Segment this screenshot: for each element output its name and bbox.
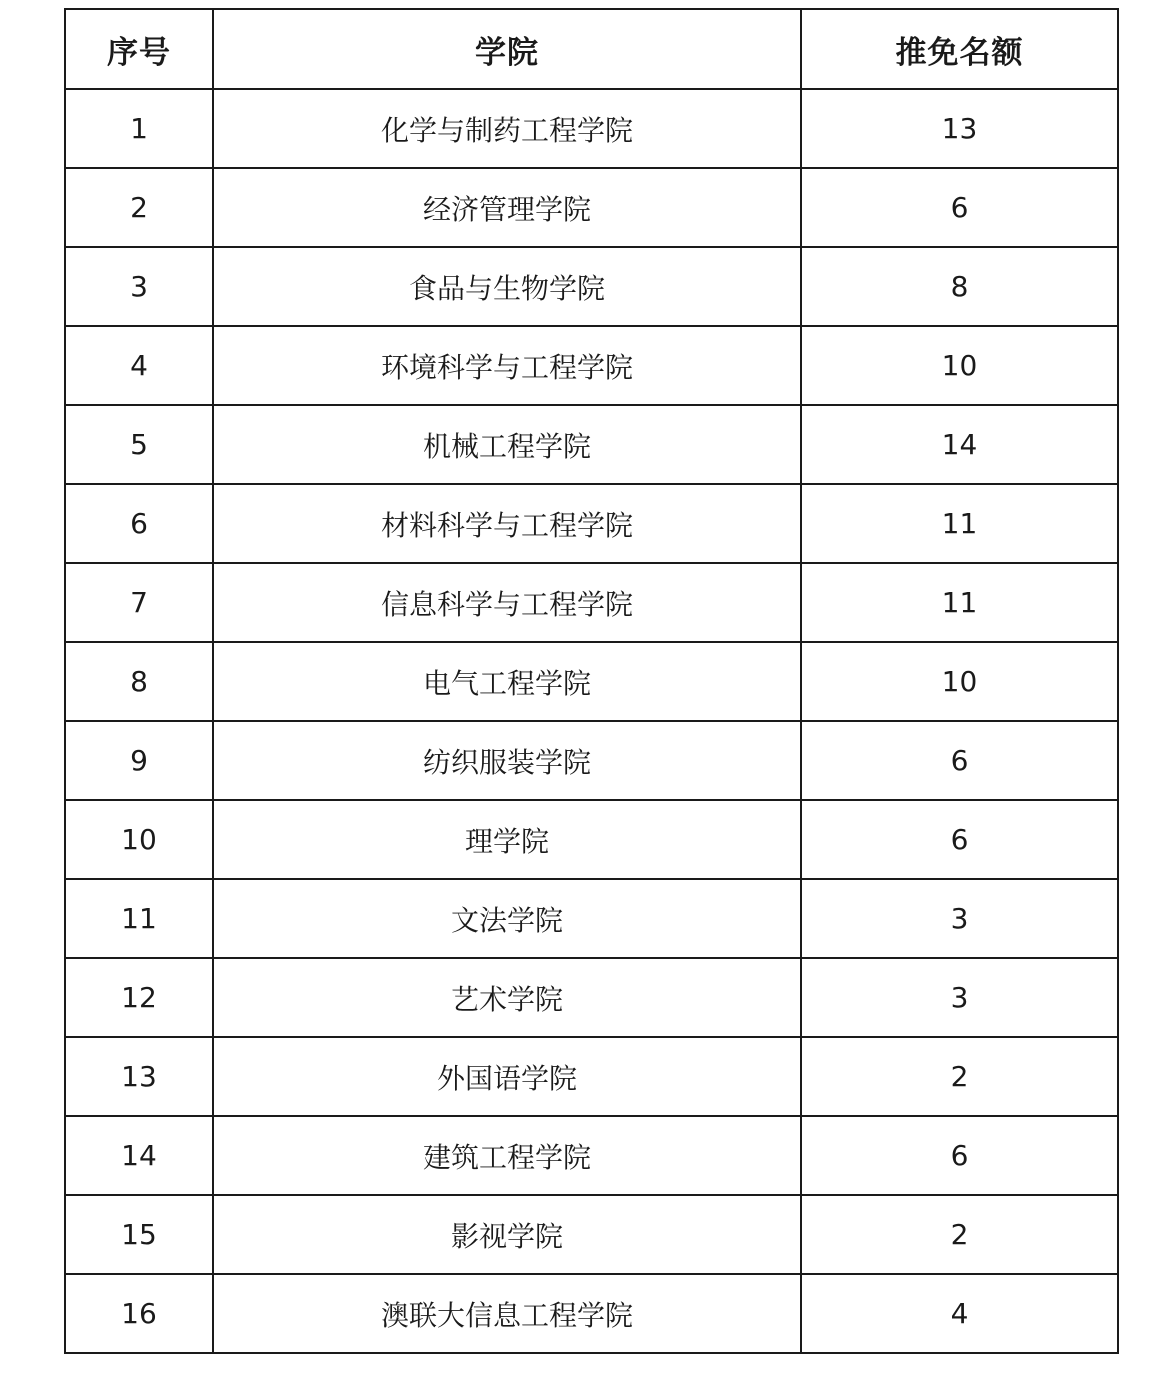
cell-no: 9 — [65, 721, 213, 800]
cell-college: 电气工程学院 — [213, 642, 801, 721]
cell-college: 材料科学与工程学院 — [213, 484, 801, 563]
cell-no: 7 — [65, 563, 213, 642]
cell-quota: 8 — [801, 247, 1118, 326]
cell-no: 5 — [65, 405, 213, 484]
cell-quota: 2 — [801, 1037, 1118, 1116]
cell-college: 理学院 — [213, 800, 801, 879]
cell-quota: 11 — [801, 563, 1118, 642]
cell-quota: 6 — [801, 721, 1118, 800]
cell-college: 艺术学院 — [213, 958, 801, 1037]
cell-college: 环境科学与工程学院 — [213, 326, 801, 405]
cell-no: 10 — [65, 800, 213, 879]
table-row — [65, 563, 1118, 642]
cell-quota: 6 — [801, 800, 1118, 879]
cell-college: 影视学院 — [213, 1195, 801, 1274]
header-no: 序号 — [65, 9, 213, 89]
cell-quota: 10 — [801, 642, 1118, 721]
cell-college: 澳联大信息工程学院 — [213, 1274, 801, 1353]
cell-quota: 3 — [801, 958, 1118, 1037]
cell-no: 4 — [65, 326, 213, 405]
table-row — [65, 958, 1118, 1037]
table-row — [65, 721, 1118, 800]
cell-quota: 11 — [801, 484, 1118, 563]
cell-quota: 4 — [801, 1274, 1118, 1353]
cell-no: 13 — [65, 1037, 213, 1116]
cell-college: 经济管理学院 — [213, 168, 801, 247]
table-row — [65, 89, 1118, 168]
cell-college: 机械工程学院 — [213, 405, 801, 484]
cell-no: 1 — [65, 89, 213, 168]
table-row — [65, 247, 1118, 326]
cell-college: 外国语学院 — [213, 1037, 801, 1116]
table-row — [65, 484, 1118, 563]
cell-quota: 13 — [801, 89, 1118, 168]
cell-no: 2 — [65, 168, 213, 247]
table-row — [65, 642, 1118, 721]
header-college: 学院 — [213, 9, 801, 89]
cell-quota: 14 — [801, 405, 1118, 484]
table-row — [65, 800, 1118, 879]
cell-no: 8 — [65, 642, 213, 721]
cell-quota: 3 — [801, 879, 1118, 958]
table-row — [65, 1037, 1118, 1116]
cell-college: 化学与制药工程学院 — [213, 89, 801, 168]
cell-college: 食品与生物学院 — [213, 247, 801, 326]
cell-quota: 6 — [801, 168, 1118, 247]
table-header-row — [65, 9, 1118, 89]
table-row — [65, 1116, 1118, 1195]
table-row — [65, 326, 1118, 405]
cell-college: 文法学院 — [213, 879, 801, 958]
cell-no: 12 — [65, 958, 213, 1037]
cell-quota: 2 — [801, 1195, 1118, 1274]
cell-quota: 10 — [801, 326, 1118, 405]
table-row — [65, 879, 1118, 958]
cell-no: 16 — [65, 1274, 213, 1353]
cell-college: 信息科学与工程学院 — [213, 563, 801, 642]
cell-quota: 6 — [801, 1116, 1118, 1195]
table-row — [65, 1195, 1118, 1274]
cell-college: 建筑工程学院 — [213, 1116, 801, 1195]
table-row — [65, 405, 1118, 484]
cell-no: 6 — [65, 484, 213, 563]
cell-no: 3 — [65, 247, 213, 326]
cell-college: 纺织服装学院 — [213, 721, 801, 800]
cell-no: 11 — [65, 879, 213, 958]
header-quota: 推免名额 — [801, 9, 1118, 89]
quota-table — [64, 8, 1119, 1354]
table-row — [65, 1274, 1118, 1353]
table-row — [65, 168, 1118, 247]
cell-no: 15 — [65, 1195, 213, 1274]
cell-no: 14 — [65, 1116, 213, 1195]
